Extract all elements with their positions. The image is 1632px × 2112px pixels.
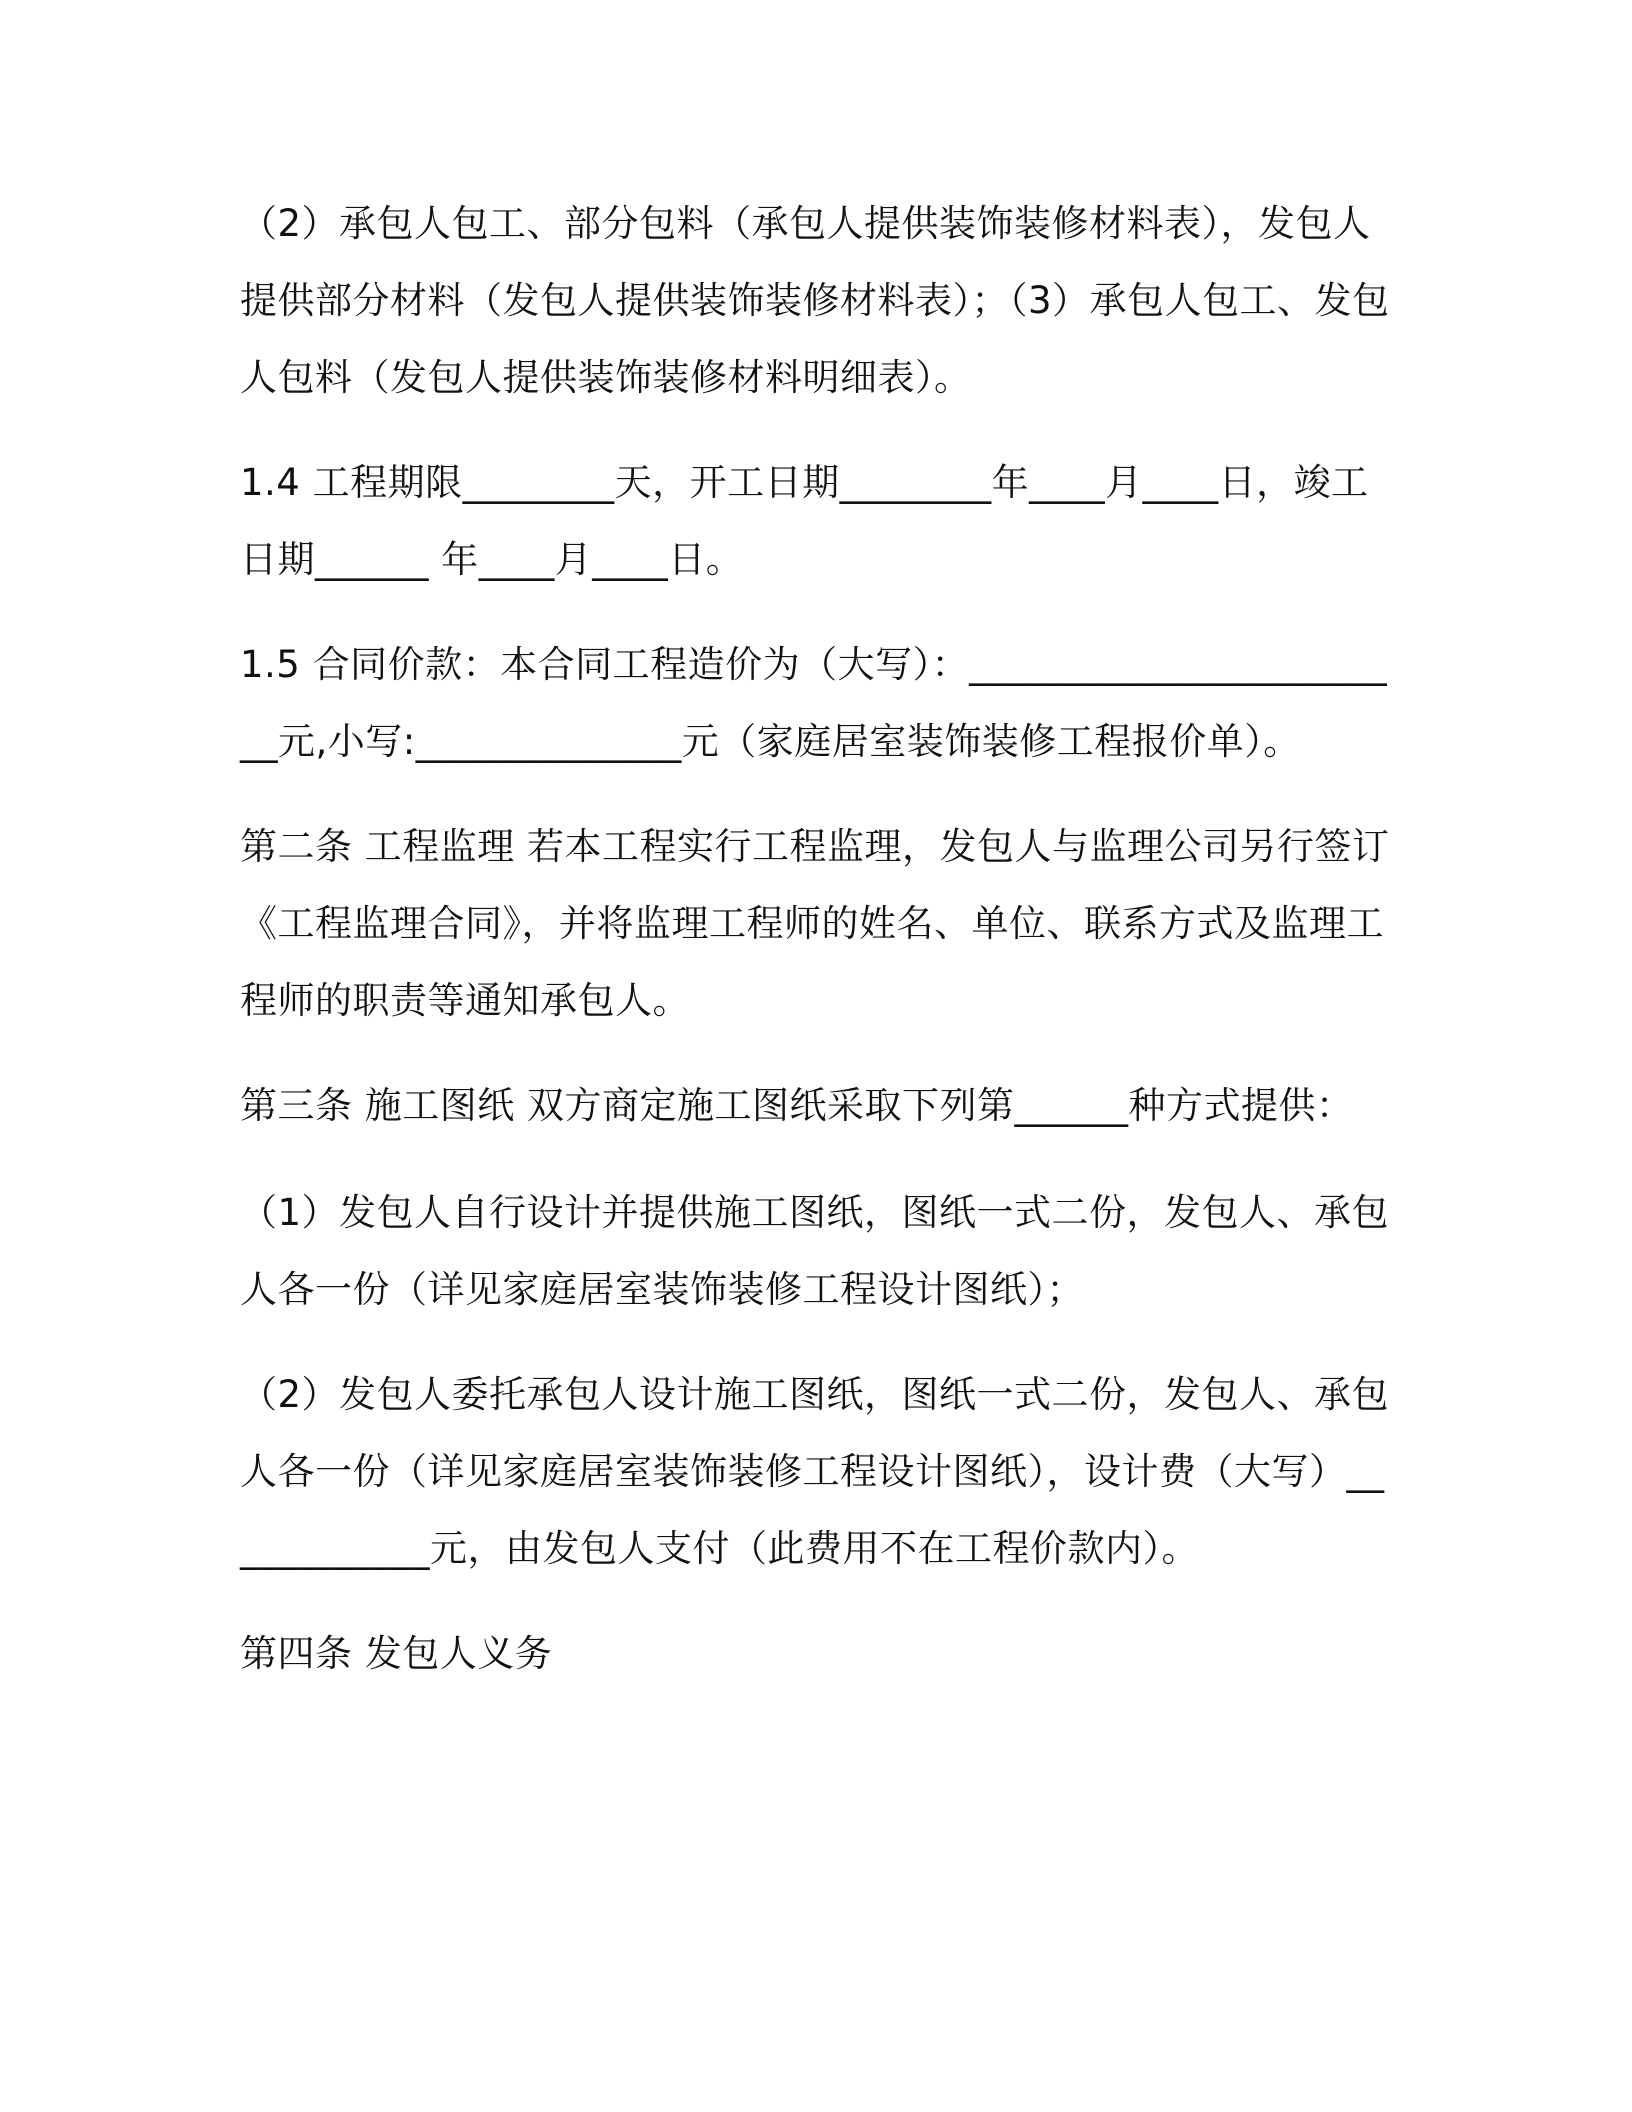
paragraph-contract-mode: （2）承包人包工、部分包料（承包人提供装饰装修材料表），发包人提供部分材料（发包人提供装饰装修材料表）；（3）承包人包工、发包人包料（发包人提供装饰装修材料明细表）。 [240,202,1390,399]
paragraph-construction-period: 1.4 工程期限________天，开工日期________年____月____日，竣工日期______ 年____月____日。 [240,461,1369,581]
paragraph-drawings-option-1: （1）发包人自行设计并提供施工图纸，图纸一式二份，发包人、承包人各一份（详见家庭居室装饰装修工程设计图纸）； [240,1191,1390,1311]
paragraph-contract-price: 1.5 合同价款：本合同工程造价为（大写）：________________________元,小写:______________元（家庭居室装饰装修工程报价单）。 [240,643,1388,763]
paragraph-article-4-heading: 第四条 发包人义务 [240,1632,553,1675]
paragraph-article-3-drawings: 第三条 施工图纸 双方商定施工图纸采取下列第______种方式提供： [240,1084,1354,1127]
document-body [240,185,1400,1722]
paragraph-drawings-option-2: （2）发包人委托承包人设计施工图纸，图纸一式二份，发包人、承包人各一份（详见家庭居室装饰装修工程设计图纸），设计费（大写）____________元，由发包人支付（此费用不在工程价款内）。 [240,1373,1390,1570]
paragraph-article-2-supervision: 第二条 工程监理 若本工程实行工程监理，发包人与监理公司另行签订《工程监理合同》，并将监理工程师的姓名、单位、联系方式及监理工程师的职责等通知承包人。 [240,825,1390,1022]
